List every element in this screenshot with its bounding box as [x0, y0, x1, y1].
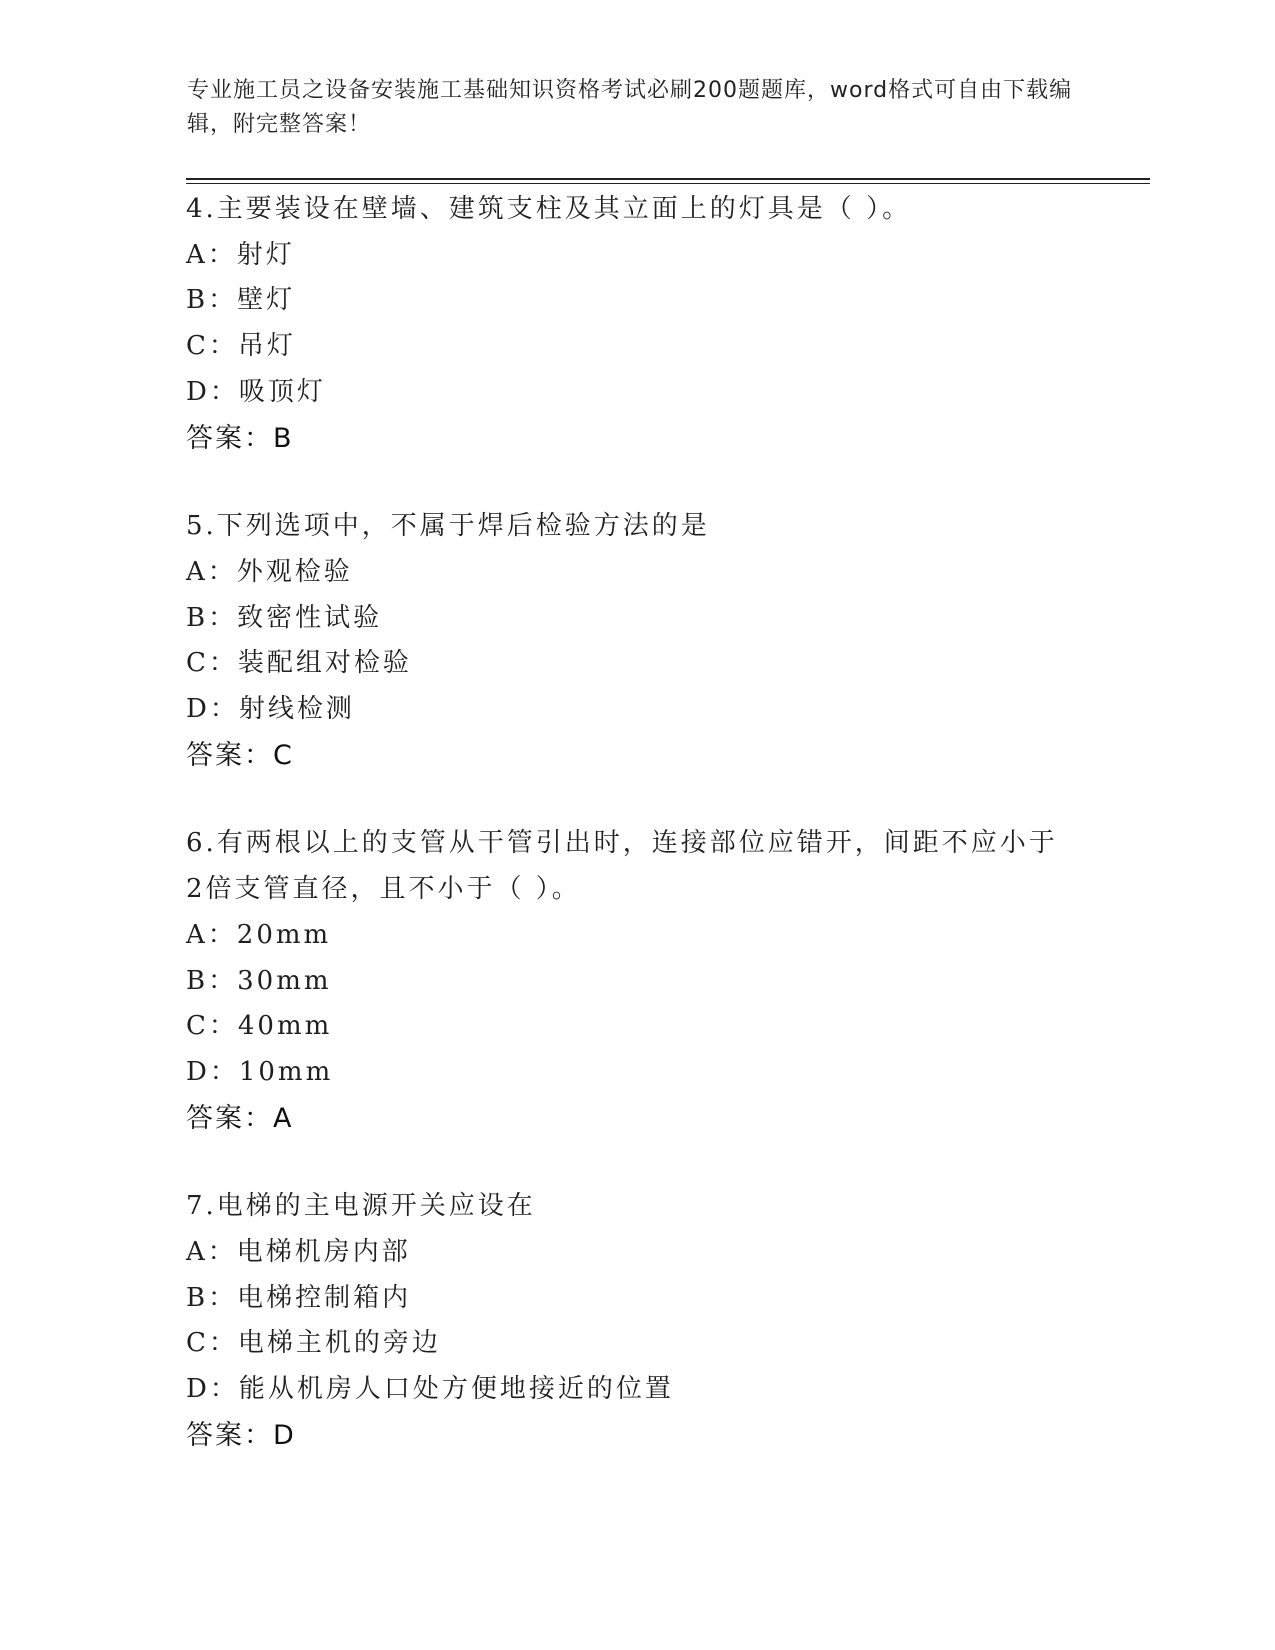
option-c: C：40mm: [186, 1011, 333, 1042]
question-4: [186, 187, 1086, 461]
question-6: [186, 821, 1086, 1141]
question-7: [186, 1184, 1086, 1458]
question-stem-line: 4.主要装设在壁墙、建筑支柱及其立面上的灯具是（ ）。: [186, 194, 912, 224]
option-c: C：电梯主机的旁边: [186, 1328, 441, 1359]
answer-line: 答案：B: [186, 422, 294, 454]
option-c: C：吊灯: [186, 331, 296, 362]
question-stem-line: 7.电梯的主电源开关应设在: [186, 1191, 536, 1222]
answer-line: 答案：A: [186, 1102, 294, 1134]
answer-line: 答案：C: [186, 739, 294, 771]
option-c: C：装配组对检验: [186, 648, 412, 679]
option-a: A：电梯机房内部: [186, 1237, 411, 1268]
question-stem-line: 2倍支管直径，且不小于（ ）。: [186, 874, 581, 905]
question-stem-line: 5.下列选项中，不属于焊后检验方法的是: [186, 511, 710, 542]
option-b: B：30mm: [186, 965, 332, 996]
header-divider: [186, 178, 1150, 180]
option-d: D：吸顶灯: [186, 376, 326, 407]
question-5: [186, 504, 1086, 778]
option-a: A：射灯: [186, 239, 295, 270]
header-divider-thin: [186, 183, 1150, 184]
option-b: B：致密性试验: [186, 602, 383, 633]
option-b: B：电梯控制箱内: [186, 1282, 412, 1313]
answer-line: 答案：D: [186, 1419, 296, 1451]
question-list: [186, 187, 1086, 1459]
option-d: D：10mm: [186, 1056, 334, 1087]
document-header: 专业施工员之设备安装施工基础知识资格考试必刷200题题库，word格式可自由下载编辑，附完整答案！: [187, 78, 1073, 137]
option-a: A：外观检验: [186, 556, 353, 587]
option-d: D：能从机房人口处方便地接近的位置: [186, 1374, 674, 1405]
option-b: B：壁灯: [186, 285, 296, 316]
question-stem-line: 6.有两根以上的支管从干管引出时，连接部位应错开，间距不应小于: [186, 828, 1058, 859]
option-d: D：射线检测: [186, 694, 355, 725]
option-a: A：20mm: [186, 919, 332, 950]
